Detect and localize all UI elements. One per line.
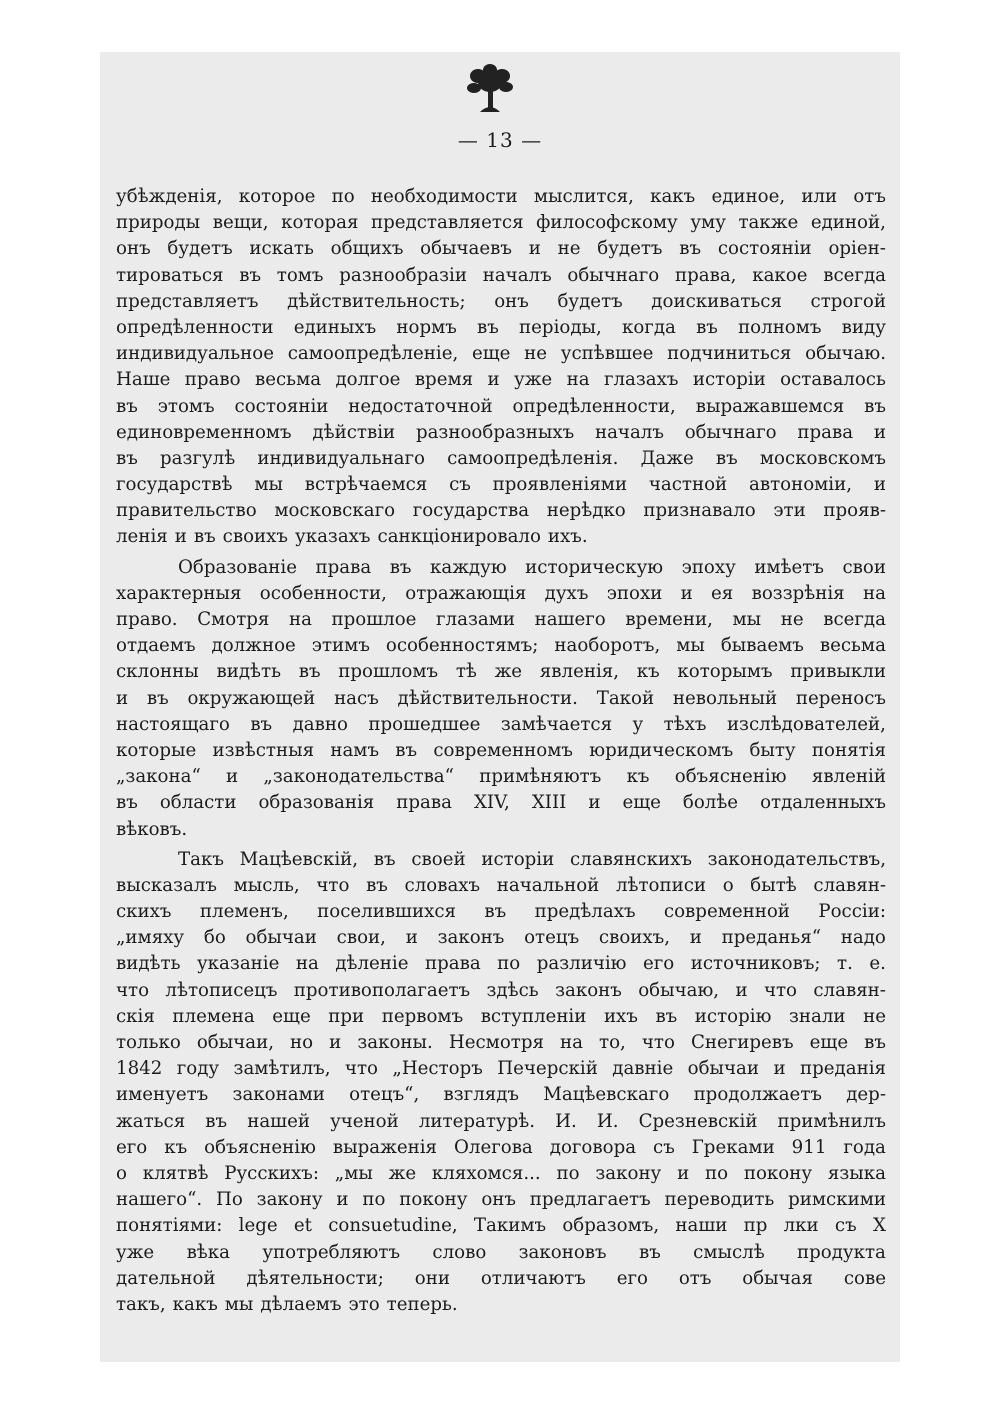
- text-line: нашего“. По закону и по покону онъ предлагаетъ переводить римскими: [116, 1189, 886, 1211]
- text-line: только обычаи, но и законы. Несмотря на то, что Снегиревъ еще въ: [116, 1032, 886, 1053]
- text-line: настоящаго въ давно прошедшее замѣчается у тѣхъ изслѣдователей,: [116, 713, 886, 735]
- text-line: его къ объясненію выраженія Олегова договора съ Греками 911 года: [116, 1136, 886, 1158]
- document-body: [116, 184, 886, 1318]
- text-line: онъ будетъ искать общихъ обычаевъ и не будетъ въ состояніи оріен-: [116, 238, 886, 260]
- text-line: „имяху бо обычаи свои, и законъ отецъ своихъ, и преданья“ надо: [116, 927, 886, 949]
- text-line: такъ, какъ мы дѣлаемъ это теперь.: [116, 1293, 458, 1315]
- text-line: о клятвѣ Русскихъ: „мы же кляхомся... по закону и по покону языка: [116, 1162, 886, 1184]
- text-line: уже вѣка употребляютъ слово законовъ въ смыслѣ продукта: [116, 1241, 886, 1263]
- text-line: понятіями: lege et consuetudine, Такимъ образомъ, наши пр лки съ X: [116, 1215, 886, 1237]
- text-line: „закона“ и „законодательства“ примѣняютъ къ объясненію явленій: [116, 766, 886, 788]
- text-line: дательной дѣятельности; они отличаютъ его отъ обычая сове: [116, 1267, 886, 1289]
- text-line: Образованіе права въ каждую историческую эпоху имѣетъ свои: [178, 556, 886, 578]
- text-line: въ области образованія права XIV, XIII и еще болѣе отдаленныхъ: [116, 792, 886, 814]
- text-line: въ разгулѣ индивидуальнаго самоопредѣленія. Даже въ московскомъ: [116, 447, 886, 469]
- text-line: которые извѣстныя намъ въ современномъ юридическомъ быту понятія: [116, 739, 886, 761]
- text-line: опредѣленности единыхъ нормъ въ періоды, когда въ полномъ виду: [116, 316, 886, 338]
- text-line: государствѣ мы встрѣчаемся съ проявленіями частной автономіи, и: [116, 474, 886, 496]
- text-line: склонны видѣть въ прошломъ тѣ же явленія, къ которымъ привыкли: [116, 661, 886, 683]
- text-line: право. Смотря на прошлое глазами нашего времени, мы не всегда: [116, 609, 886, 630]
- text-line: отдаемъ должное этимъ особенностямъ; наоборотъ, мы бываемъ весьма: [116, 635, 886, 657]
- text-line: характерныя особенности, отражающія духъ эпохи и ея воззрѣнія на: [116, 582, 886, 604]
- text-line: видѣть указаніе на дѣленіе права по различію его источниковъ; т. е.: [116, 953, 886, 975]
- text-line: въ этомъ состояніи недостаточной опредѣленности, выражавшемся въ: [116, 395, 886, 417]
- text-line: Наше право весьма долгое время и уже на глазахъ исторіи оставалось: [116, 369, 886, 391]
- text-line: ленія и въ своихъ указахъ санкціонировало ихъ.: [116, 526, 588, 548]
- text-line: и въ окружающей насъ дѣйствительности. Такой невольный переносъ: [116, 687, 886, 709]
- text-line: 1842 году замѣтилъ, что „Несторъ Печерскій давніе обычаи и преданія: [116, 1058, 886, 1080]
- text-line: индивидуальное самоопредѣленіе, еще не успѣвшее подчиниться обычаю.: [116, 343, 886, 365]
- text-line: Такъ Мацѣевскій, въ своей исторіи славянскихъ законодательствъ,: [178, 848, 886, 870]
- text-line: скихъ племенъ, поселившихся въ предѣлахъ современной Россіи:: [116, 901, 886, 923]
- text-line: правительство московскаго государства нерѣдко признавало эти прояв-: [116, 500, 886, 522]
- text-line: убѣжденія, которое по необходимости мыслится, какъ единое, или отъ: [116, 186, 886, 207]
- text-line: скія племена еще при первомъ вступленіи ихъ въ исторію знали не: [116, 1005, 886, 1027]
- text-line: что лѣтописецъ противополагаетъ здѣсь законъ обычаю, и что славян-: [116, 979, 886, 1001]
- text-line: высказалъ мысль, что въ словахъ начальной лѣтописи о бытѣ славян-: [116, 874, 886, 896]
- text-line: представляетъ дѣйствительность; онъ будетъ доискиваться строгой: [116, 290, 886, 312]
- text-line: тироваться въ томъ разнообразіи началъ обычнаго права, какое всегда: [116, 264, 886, 286]
- text-line: единовременномъ дѣйствіи разнообразныхъ началъ обычнаго права и: [116, 421, 886, 443]
- text-line: природы вещи, которая представляется философскому уму также единой,: [116, 212, 886, 234]
- text-line: жаться въ нашей ученой литературѣ. И. И. Срезневскій примѣнилъ: [116, 1110, 886, 1132]
- text-line: именуетъ законами отецъ“, взглядъ Мацѣевскаго продолжаетъ дер-: [116, 1084, 886, 1106]
- page-number: — 13 —: [457, 128, 543, 152]
- text-line: вѣковъ.: [116, 818, 188, 840]
- tree-ornament-icon: [460, 62, 520, 118]
